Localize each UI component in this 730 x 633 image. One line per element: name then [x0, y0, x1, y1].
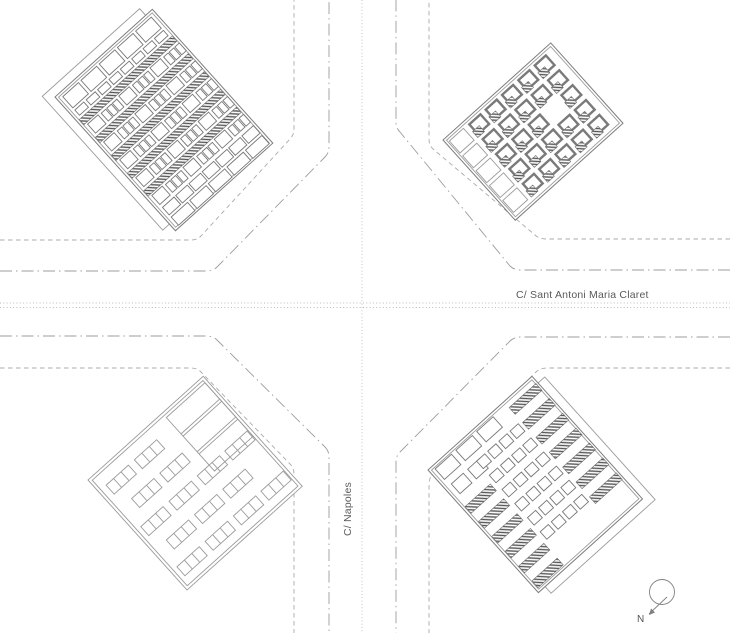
- north-arrow-compass: [637, 580, 675, 626]
- street-label-sant-antoni-maria-claret: C/ Sant Antoni Maria Claret: [516, 289, 649, 301]
- building-southeast: [428, 370, 655, 599]
- building-northeast: [443, 43, 623, 220]
- north-label: N: [637, 614, 645, 625]
- compass-circle-icon: [650, 580, 675, 605]
- street-label-napoles: C/ Napoles: [342, 482, 354, 536]
- building-northwest: [42, 3, 273, 237]
- building-southwest: [88, 376, 302, 590]
